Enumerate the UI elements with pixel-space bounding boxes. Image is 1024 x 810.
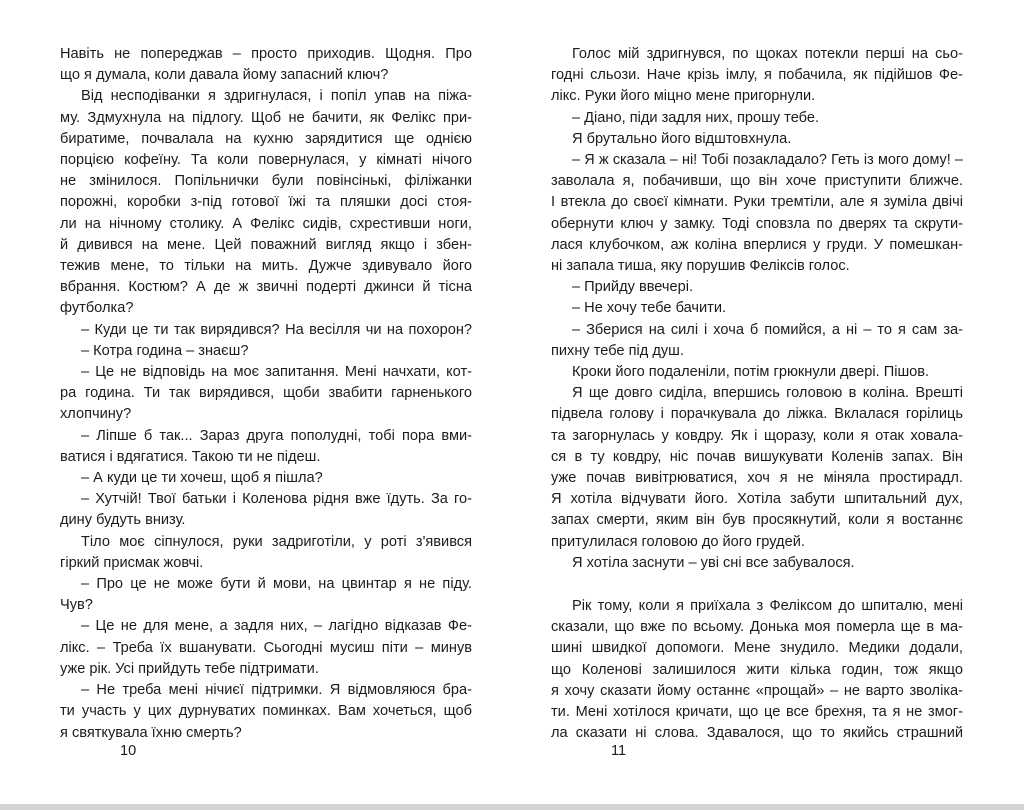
text-line: ра година. Ти так вирядився, щоби звабити гарненького [60,385,472,402]
text-line: Я хотіла відчувати його. Хотіла забути шпитальний дух, [551,491,963,508]
text-line: порцією кофеїну. Та коли повернулася, у кімнаті нічого [60,152,472,169]
text-line: Від несподіванки я здригнулася, і попіл упав на піжа- [81,88,472,105]
left-page [60,44,472,744]
text-line: дину будуть внизу. [60,512,186,529]
text-line: що Коленові залишилося жити кілька годин, тож якщо [551,661,963,678]
text-line: ся в ту ковдру, ніс почав вишукувати Коленів запах. Він [551,448,963,465]
text-line: лася клубочком, аж коліна вперлися у груди. У помешкан- [551,236,963,253]
text-line: уже почав вивітрюватися, хоч я не міняла простирадл. [551,470,963,487]
text-line: годні сльози. Наче крізь імлу, я побачила, як підійшов Фе- [551,67,963,84]
text-line: притулилася головою до його грудей. [551,533,805,550]
page-number: 11 [611,743,627,759]
text-line: – Про це не може бути й мови, на цвинтар я не піду. [81,576,472,593]
text-line: – Прийду ввечері. [572,279,694,296]
text-line: Кроки його подаленіли, потім грюкнули двері. Пішов. [572,364,930,381]
text-line: підвела голову і порачкувала до ліжка. Вклалася горілиць [551,406,963,423]
text-line: ти. Мені хотілося кричати, що це все брехня, та я не змог- [551,704,963,721]
text-line: уже рік. Усі прийдуть тебе підтримати. [60,660,319,677]
text-line: – Не треба мені нічиєї підтримки. Я відмовляюся бра- [81,682,472,699]
text-line: й дивився на мене. Цей поважний вигляд якщо і збен- [60,236,472,253]
text-line: – Це не відповідь на моє запитання. Мені начхати, кот- [81,364,472,381]
text-line: – Я ж сказала – ні! Тобі позакладало? Геть із мого дому! – [572,152,963,169]
text-line: та загорнулась у ковдру. Як і щоразу, коли я отак ховала- [551,427,963,444]
text-line: Чув? [60,597,93,614]
text-line: Я хотіла заснути – уві сні все забувалося. [572,554,855,571]
text-line: ли на нічному столику. А Фелікс сидів, схрестивши ноги, [60,215,472,232]
text-line: що я думала, коли давала йому запасний ключ? [60,67,389,84]
text-line: Голос мій здригнувся, по щоках потекли перші на сьо- [572,46,963,62]
text-line: обернути ключ у замку. Тоді сповзла по дверях та скрути- [551,215,963,232]
text-line: Навіть не попереджав – просто приходив. Щодня. Про [60,46,472,62]
page-number: 10 [120,743,137,759]
text-line: му. Здмухнула на підлогу. Щоб не бачити, як Фелікс при- [60,109,472,126]
text-line: лікс. Руки його міцно мене пригорнули. [551,88,816,105]
text-line: Я ще довго сиділа, впершись головою в коліна. Врешті [572,385,963,402]
text-line: І втекла до своєї кімнати. Руки тремтіли, але я зуміла двічі [551,194,963,211]
text-line: – Котра година – знаєш? [81,342,249,359]
text-line: вбрання. Костюм? А де ж звичні подерті джинси й тісна [60,279,472,296]
text-line: – Це не для мене, а задля них, – лагідно відказав Фе- [81,618,472,635]
right-page [551,44,963,745]
text-line: – А куди це ти хочеш, щоб я пішла? [81,470,323,487]
text-line: лікс. – Треба їх вшанувати. Сьогодні мусиш піти – минув [60,639,472,656]
text-line: биратиме, почвалала на кухню зарядитися ще однією [60,130,472,147]
text-line: Я брутально його відштовхнула. [572,130,792,147]
text-line: пихну тебе під душ. [551,342,684,359]
text-line: ла сказати ні слова. Здавалося, що то якийсь страшний [551,725,963,742]
text-line: ні запала тиша, яку порушив Феліксів голос. [551,258,850,275]
text-line: запах смерти, яким він був просякнутий, коли я востаннє [551,512,963,529]
text-line: я святкувала їхню смерть? [60,724,242,741]
text-line: футболка? [60,300,134,317]
section-break [551,574,963,596]
text-line: – Діано, піди задля них, прошу тебе. [572,109,820,126]
text-line: гіркий присмак жовчі. [60,554,204,571]
text-line: – Зберися на силі і хоча б помийся, а ні – то я сам за- [572,321,963,338]
text-line: тежив мене, то тільки на мить. Дужче здивувало його [60,258,472,275]
text-line: заволала я, побачивши, що він хоче приступити ближче. [551,173,963,190]
text-line: ватися і вдягатися. Такою ти не підеш. [60,448,321,465]
text-line: хлопчину? [60,406,132,423]
text-line: – Не хочу тебе бачити. [572,300,727,317]
text-line: – Ліпше б так... Зараз друга пополудні, тобі пора вми- [81,427,472,444]
text-line: – Хутчій! Твої батьки і Коленова рідня вже їдуть. За го- [81,491,472,508]
text-line: я хочу сказати йому останнє «прощай» – не варто зволіка- [551,682,963,699]
text-line: ти участь у цих дурнуватих поминках. Вам хочеться, щоб [60,703,472,720]
text-line: Рік тому, коли я приїхала з Феліксом до шпиталю, мені [572,598,963,615]
text-line: шині швидкої допомоги. Мене знудило. Медики додали, [551,640,963,657]
bottom-edge [0,804,1024,810]
text-line: сказали, що вже по всьому. Донька моя померла ще в ма- [551,619,963,636]
text-line: – Куди це ти так вирядився? На весілля чи на похорон? [81,321,472,338]
text-line: не змінилося. Попільнички були повінсінькі, філіжанки [60,173,472,190]
text-line: порожні, коробки з-під готової їжі та пляшки досі стоя- [60,194,472,211]
text-line: Тіло моє сіпнулося, руки задриготіли, у роті з'явився [81,533,472,550]
